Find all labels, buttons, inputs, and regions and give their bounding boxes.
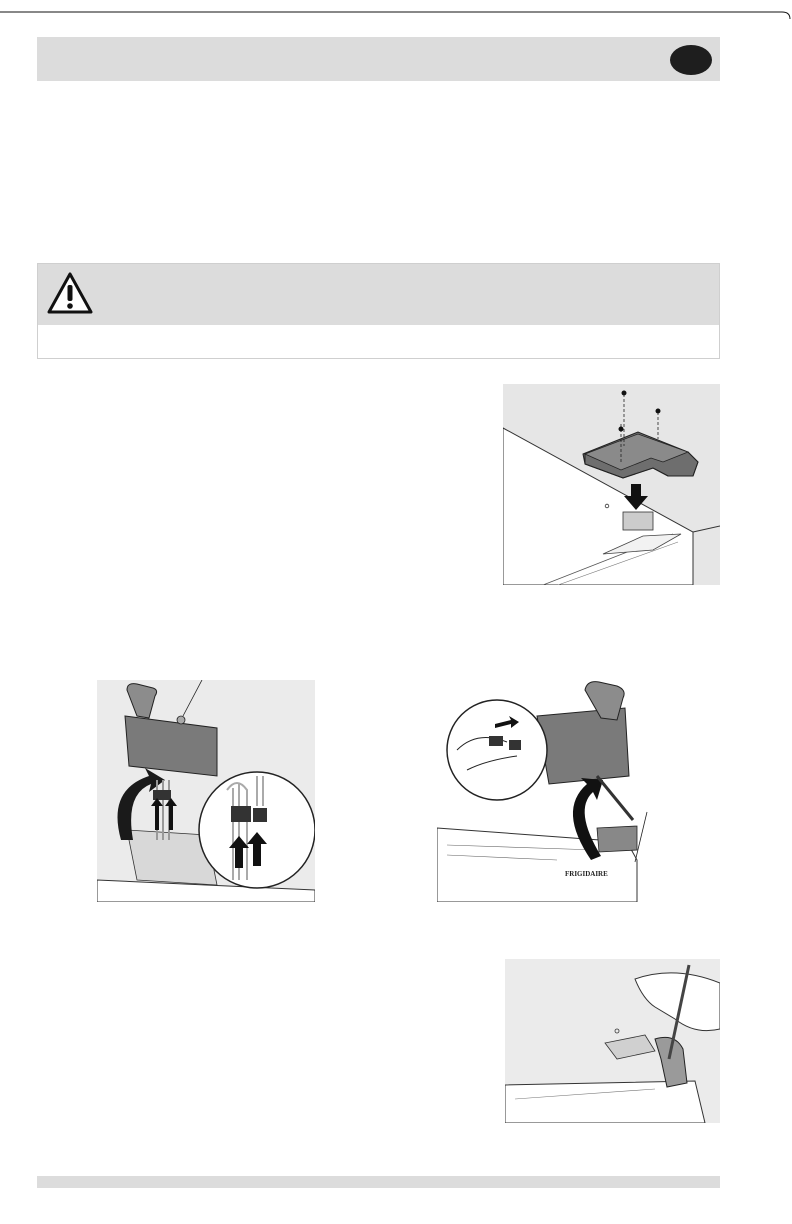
figure-wire-harness bbox=[97, 680, 315, 902]
brand-mark: FRIGIDAIRE bbox=[565, 870, 608, 878]
warning-triangle-icon bbox=[46, 271, 94, 315]
warning-header bbox=[38, 264, 719, 325]
illustration-cover-install bbox=[503, 384, 720, 585]
illustration-connector-removal bbox=[437, 680, 667, 902]
figure-connector-removal bbox=[437, 680, 667, 902]
cut-line bbox=[0, 8, 792, 22]
illustration-hinge-screwdriver bbox=[505, 959, 720, 1123]
warning-box bbox=[37, 263, 720, 359]
header-bar bbox=[37, 37, 720, 81]
language-badge-icon bbox=[670, 45, 712, 75]
figure-hinge-screwdriver bbox=[505, 959, 720, 1123]
illustration-wire-harness bbox=[97, 680, 315, 902]
footer-bar bbox=[37, 1176, 720, 1188]
figure-hinge-cover-install bbox=[503, 384, 720, 585]
